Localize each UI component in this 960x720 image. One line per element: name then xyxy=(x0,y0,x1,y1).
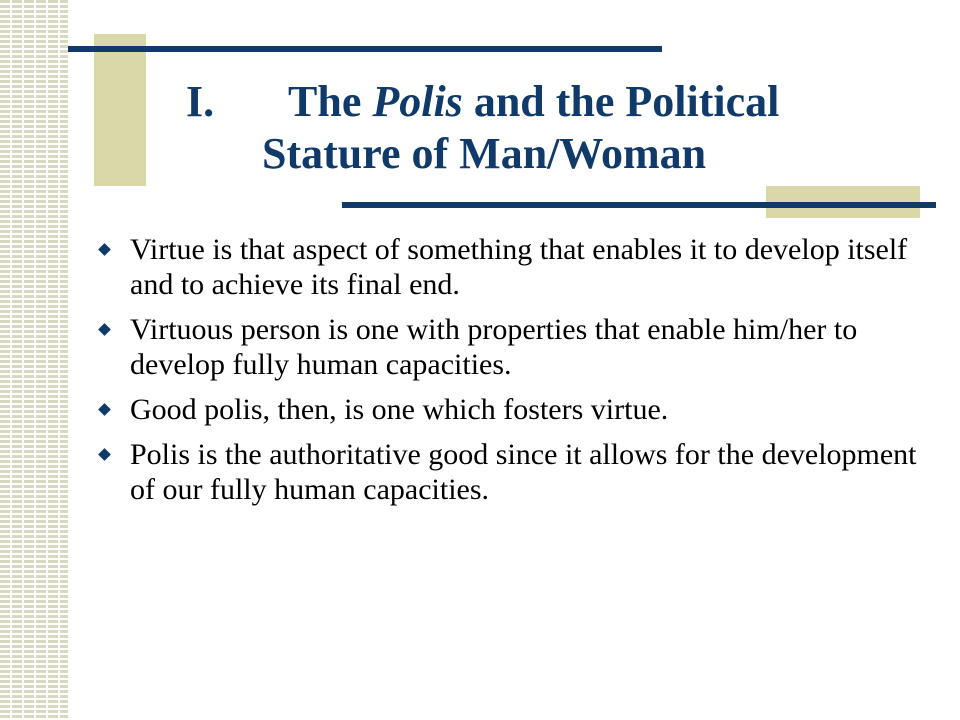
title-rule-top xyxy=(68,46,662,52)
bullet-text: Virtuous person is one with properties that enable him/her to develop fully human capacities. xyxy=(130,313,858,381)
slide-title xyxy=(180,76,920,180)
bullet-item xyxy=(100,392,920,427)
diamond-bullet-icon xyxy=(98,403,111,416)
diamond-bullet-icon xyxy=(98,243,111,256)
title-text-end: and the Political xyxy=(462,77,780,126)
diamond-bullet-icon xyxy=(98,323,111,336)
title-number: I. xyxy=(186,77,215,126)
diamond-bullet-icon xyxy=(98,448,111,461)
bullet-item xyxy=(100,312,920,382)
title-line-2: Stature of Man/Woman xyxy=(262,129,707,178)
bullet-text: Polis is the authoritative good since it allows for the development of our fully human capacities. xyxy=(130,438,917,506)
bullet-text: Good polis, then, is one which fosters virtue. xyxy=(130,393,669,426)
bullet-list xyxy=(100,232,920,517)
bullet-text: Virtue is that aspect of something that enables it to develop itself and to achieve its final end. xyxy=(130,233,908,301)
title-line-1 xyxy=(180,76,920,128)
title-rule-bottom xyxy=(342,202,936,208)
decorative-stripe-band xyxy=(0,0,68,720)
title-text-start: The xyxy=(288,77,373,126)
decorative-tan-block-top xyxy=(94,34,146,186)
title-italic-word: Polis xyxy=(372,77,463,126)
bullet-item xyxy=(100,437,920,507)
bullet-item xyxy=(100,232,920,302)
